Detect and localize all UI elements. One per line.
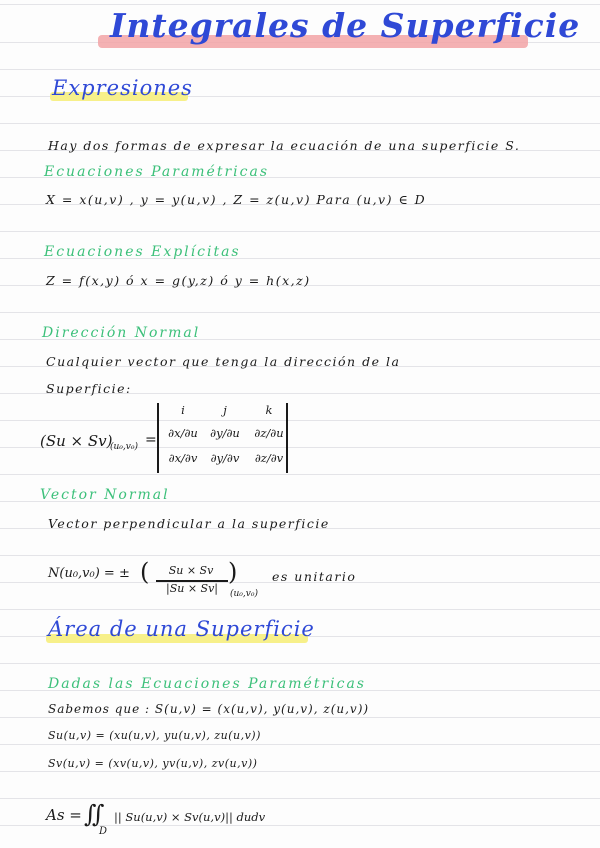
parametric-equation: X = x(u,v) , y = y(u,v) , Z = z(u,v) Para (u,v) ∈ D [46,192,427,207]
area-formula-lhs: As = [46,806,82,824]
section-heading-expresiones: Expresiones [52,76,193,100]
matrix-cell: j [223,403,227,417]
determinant-right-bar [286,403,288,473]
normal-direction-line1: Cualquier vector que tenga la dirección de la [46,354,401,369]
page-title: Integrales de Superficie [110,6,581,45]
area-line-1: Sabemos que : S(u,v) = (x(u,v), y(u,v), z(u,v)) [48,702,370,716]
normal-vector-lhs: N(u₀,v₀) = ± [48,566,130,581]
cross-product-lhs: (Su × Sv) [40,432,113,450]
normal-vector-description: Vector perpendicular a la superficie [48,516,330,531]
cross-product-equals: = [145,432,157,448]
matrix-cell: ∂z/∂v [254,451,284,465]
matrix-cell: ∂y/∂u [210,426,240,440]
normal-vector-note: es unitario [272,569,357,584]
parametric-label: Ecuaciones Paramétricas [44,164,270,180]
normal-vector-denominator: |Su × Sv| [166,582,218,595]
normal-direction-label: Dirección Normal [42,325,201,341]
matrix-cell: i [181,403,185,417]
right-paren: ) [228,558,238,586]
normal-vector-subscript: (u₀,v₀) [230,589,258,599]
integral-domain: D [99,826,108,837]
matrix-cell: ∂x/∂u [168,426,198,440]
section-heading-area: Área de una Superficie [48,617,315,641]
explicit-equation: Z = f(x,y) ó x = g(y,z) ó y = h(x,z) [46,273,311,288]
area-formula-rhs: || Su(u,v) × Sv(u,v)|| dudv [114,810,266,824]
explicit-label: Ecuaciones Explícitas [44,244,241,260]
normal-vector-numerator: Su × Sv [168,564,214,577]
cross-product-subscript: (u₀,v₀) [110,442,138,452]
normal-direction-line2: Superficie: [46,381,132,396]
matrix-cell: k [265,403,273,417]
area-line-2: Su(u,v) = (xu(u,v), yu(u,v), zu(u,v)) [48,729,261,742]
intro-text: Hay dos formas de expresar la ecuación de una superficie S. [48,138,521,153]
matrix-cell: ∂x/∂v [168,451,198,465]
determinant-left-bar [157,403,159,473]
normal-vector-label: Vector Normal [40,487,170,503]
area-line-3: Sv(u,v) = (xv(u,v), yv(u,v), zv(u,v)) [48,757,258,770]
left-paren: ( [140,558,150,586]
double-integral-symbol: ∬ [84,800,105,828]
area-sub-label: Dadas las Ecuaciones Paramétricas [48,676,366,692]
matrix-cell: ∂z/∂u [254,426,284,440]
matrix-cell: ∂y/∂v [210,451,240,465]
